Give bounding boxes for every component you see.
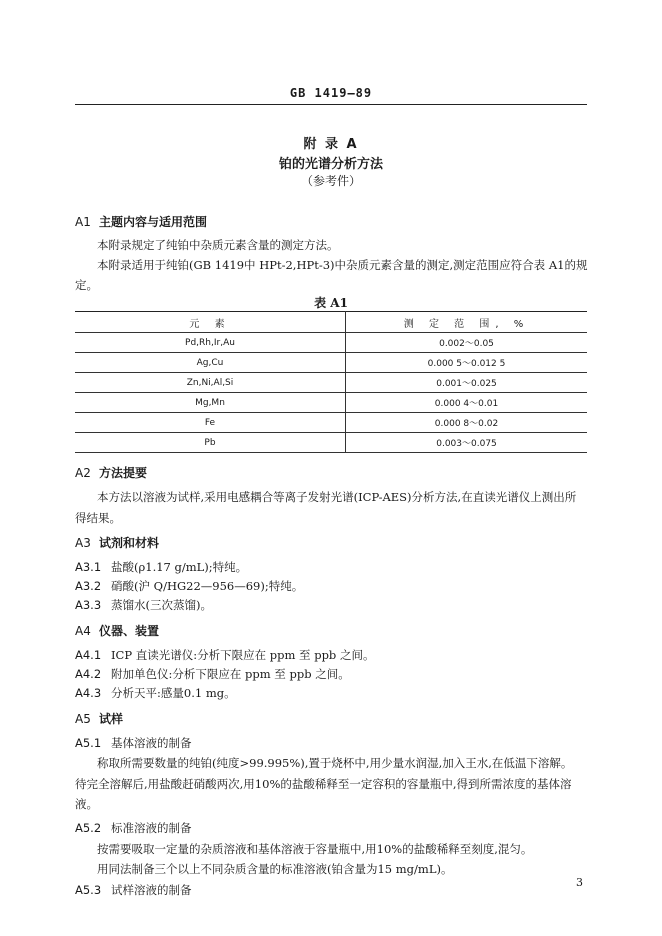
table-row [75, 333, 587, 353]
list-item [75, 685, 236, 701]
table-row [75, 393, 587, 413]
section-number: A2 [75, 466, 91, 480]
column-header: 测 定 范 围, % [403, 318, 530, 330]
item-number: A4.2 [75, 667, 102, 681]
table-cell: Pb [75, 433, 346, 453]
header-rule [75, 104, 587, 105]
section-number: A1 [75, 215, 91, 229]
table-cell: Pd,Rh,Ir,Au [75, 333, 346, 353]
section-title: 主题内容与适用范围 [99, 215, 208, 229]
item-number: A5.2 [75, 821, 102, 835]
section-number: A4 [75, 624, 91, 638]
item-number: A3.2 [75, 579, 102, 593]
item-text: 附加单色仪:分析下限应在 ppm 至 ppb 之间。 [111, 667, 350, 681]
list-item [75, 578, 303, 594]
title-note: （参考件） [300, 174, 361, 188]
table-cell: Fe [75, 413, 346, 433]
table-caption: 表 A1 [314, 296, 348, 310]
appendix-label: 附 录 A [303, 137, 359, 152]
table-cell: 0.000 8～0.02 [434, 419, 499, 429]
header-code: GB 1419—89 [289, 86, 373, 100]
table-row [75, 433, 587, 453]
column-header: 元 素 [75, 312, 346, 333]
section-a5-heading [75, 710, 123, 727]
item-number: A4.3 [75, 686, 102, 700]
paragraph: 用同法制备三个以上不同杂质含量的标准溶液(铂含量为15 mg/mL)。 [97, 862, 453, 876]
paragraph: 待完全溶解后,用盐酸赶硝酸两次,用10%的盐酸稀释至一定容积的容量瓶中,得到所需浓度的基体溶 [75, 777, 572, 791]
paragraph: 定。 [75, 278, 98, 292]
range-table [75, 311, 587, 453]
item-number: A5.1 [75, 736, 102, 750]
table-cell: 0.001～0.025 [436, 379, 497, 389]
item-text: 分析天平:感量0.1 mg。 [111, 686, 236, 700]
section-a1-heading [75, 213, 207, 230]
page-number: 3 [576, 876, 583, 889]
item-number: A4.1 [75, 648, 102, 662]
section-title: 方法提要 [99, 466, 148, 480]
paragraph: 本附录规定了纯铂中杂质元素含量的测定方法。 [97, 238, 339, 252]
item-number: A3.3 [75, 598, 102, 612]
paragraph: 本方法以溶液为试样,采用电感耦合等离子发射光谱(ICP-AES)分析方法,在直读光谱仪上测出所 [97, 490, 577, 504]
table-cell: Ag,Cu [75, 353, 346, 373]
section-title: 试样 [99, 712, 124, 726]
section-number: A3 [75, 536, 91, 550]
table-cell: Mg,Mn [75, 393, 346, 413]
section-title: 试剂和材料 [99, 536, 160, 550]
list-item [75, 647, 374, 663]
item-text: 硝酸(沪 Q/HG22—956—69);特纯。 [111, 579, 304, 593]
list-item [75, 559, 247, 575]
item-number: A5.3 [75, 883, 102, 897]
table-cell: Zn,Ni,Al,Si [75, 373, 346, 393]
table-cell: 0.000 5～0.012 5 [427, 359, 506, 369]
table-row [75, 413, 587, 433]
table-cell: 0.002～0.05 [439, 339, 494, 349]
item-text: 蒸馏水(三次蒸馏)。 [111, 598, 212, 612]
section-a4-heading [75, 622, 159, 639]
page-title: 铂的光谱分析方法 [278, 157, 383, 172]
table-row [75, 373, 587, 393]
item-text: ICP 直读光谱仪:分析下限应在 ppm 至 ppb 之间。 [111, 648, 375, 662]
item-text: 试样溶液的制备 [111, 883, 192, 897]
item-text: 盐酸(ρ1.17 g/mL);特纯。 [111, 560, 248, 574]
item-text: 标准溶液的制备 [111, 821, 192, 835]
subsection-heading [75, 882, 192, 898]
table-header-row [75, 312, 587, 333]
section-a2-heading [75, 464, 147, 481]
item-number: A3.1 [75, 560, 102, 574]
table-cell: 0.003～0.075 [436, 439, 497, 449]
section-number: A5 [75, 712, 91, 726]
section-a3-heading [75, 534, 159, 551]
table-row [75, 353, 587, 373]
paragraph: 本附录适用于纯铂(GB 1419中 HPt-2,HPt-3)中杂质元素含量的测定,测定范围应符合表 A1的规 [97, 258, 588, 272]
paragraph: 液。 [75, 797, 98, 811]
list-item [75, 666, 350, 682]
subsection-heading [75, 820, 192, 836]
paragraph: 按需要吸取一定量的杂质溶液和基体溶液于容量瓶中,用10%的盐酸稀释至刻度,混匀。 [97, 842, 533, 856]
item-text: 基体溶液的制备 [111, 736, 192, 750]
table-cell: 0.000 4～0.01 [434, 399, 499, 409]
paragraph: 得结果。 [75, 511, 121, 525]
paragraph: 称取所需要数量的纯铂(纯度>99.995%),置于烧杯中,用少量水润湿,加入王水,在低温下溶解。 [97, 756, 573, 770]
section-title: 仪器、装置 [99, 624, 160, 638]
list-item [75, 597, 212, 613]
subsection-heading [75, 735, 192, 751]
